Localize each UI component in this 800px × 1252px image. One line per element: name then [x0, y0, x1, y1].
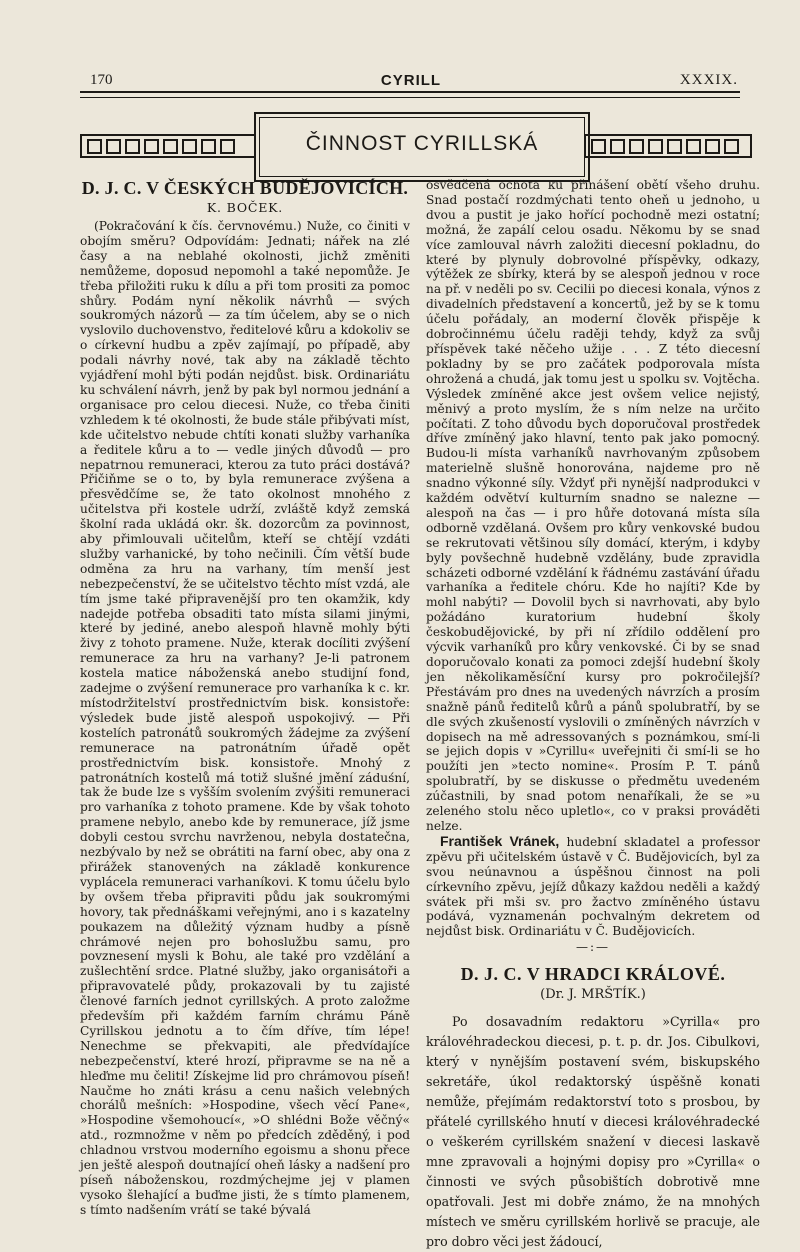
- page-number: 170: [90, 72, 113, 88]
- section-title: ČINNOST CYRILLSKÁ: [305, 132, 539, 155]
- article1-byline: K. BOČEK.: [206, 200, 284, 215]
- article2-heading: D. J. C. V HRADCI KRÁLOVÉ.: [460, 964, 726, 985]
- closing-text: hudební skladatel a professor zpěvu při učitelském ústavě v Č. Budějovicích, byl za svou neúnavnou a úspěšnou činnost na poli církevního zpěvu, jejíž důkazy každou neděli a každý svátek při mši sv. pro žactvo zmíněného ústavu podává, vyznamenán pochvalným dekretem od nejdůst bisk. Ordinariátu v Č. Budějovicích.: [426, 834, 761, 939]
- article2-text: Po dosavadním redaktoru »Cyrilla« pro královéhradeckou diecesi, p. t. p. dr. Jos. Cibulkovi, který v nynějším postavení svém, biskupského sekretáře, úkol redaktorský úspěšně konati nemůže, přejímám redaktorství toto s prosbou, by přátelé cyrillského hnutí v diecesi královéhradecké o veškerém cyrillském snažení v diecesi laskavě mne zpravovali a hojnými dopisy pro »Cyrilla« o činnosti ve svých působištích dobrotivě mne opatřovali. Jest mi dobře známo, že na mnohých místech ve směru cyrillském horlivě se pracuje, ale pro dobro věci jest žádoucí,: [426, 1014, 760, 1250]
- article-separator: —:—: [575, 940, 611, 955]
- section-banner: [80, 112, 752, 180]
- closing-name: František Vránek,: [440, 832, 560, 849]
- journal-title: CYRILL: [380, 72, 442, 89]
- volume-number: XXXIX.: [679, 72, 738, 88]
- header-rule: [80, 91, 740, 98]
- article1-heading: D. J. C. V ČESKÝCH BUDĚJOVICÍCH.: [81, 178, 409, 198]
- article1-closing: [426, 834, 760, 939]
- right-column: [426, 178, 760, 1252]
- article1-paragraph1: (Pokračování k čís. červnovému.) Nuže, co činiti v obojím směru? Odpovídám: Jednati; nářek na zlé časy a na neblahé okolnosti, jichž změniti nemůžeme, doposud nepomohl a také nepomůže. Je třeba přiložiti ruku k dílu a při tom prositi za pomoc shůry. Podám nyní několik návrhů — svých soukromých názorů — za tím účelem, aby se o nich vyslovilo duchovenstvo, ředitelové kůru a kdokoliv se o církevní hudbu a zpěv zajímají, po případě, aby podali návrhy nové, tak aby na základě těchto vyjádření mohl býti podán nejdůst. bisk. Ordinariátu ku schválení návrh, jenž by pak byl normou jednání a organisace pro celou diecesi. Nuže, co třeba činiti vzhledem k té okolnosti, že bude stále přibývati míst, kde učitelstvo nebude chtíti konati služby varhaníka a ředitele kůru a to — vedle jiných důvodů — pro nepatrnou remuneraci, kterou za tuto práci dostává? Přičiňme se o to, by byla remunerace zvýšena a přesvědčíme se, že tato okolnost mnohého z učitelstva při kostele udrží, zvláště když zemská školní rada ukládá okr. šk. dozorcům za povinnost, aby přimlouvali učitelům, kteří se chtějí vzdáti služby varhanické, by toho nečinili. Čím větší bude odměna za hru na varhany, tím menší jest nebezpečenství, že se učitelstvo těchto míst vzdá, ale tím jsme také připravenější pro ten okamžik, kdy nadejde potřeba obsaditi tato místa silami jinými, které by jediné, anebo alespoň hlavně mohly býti živy z tohoto pramene. Nuže, kterak docíliti zvýšení remunerace za hru na varhany? Je-li patronem kostela matice náboženská anebo studijní fond, zadejme o zvýšení remunerace pro varhaníka k c. kr. místodržitelství prostřednictvím bisk. konsistoře: výsledek bude jistě alespoň uspokojivý. — Při kostelích patronátů soukromých žádejme za zvýšení remunerace na patronátním úřadě opět prostřednictvím bisk. konsistoře. Mnohý z patronátních kostelů má totiž slušné jmění záduśní, tak že bude lze s vyšším svolením zvýšiti remuneraci pro varhaníka z tohoto pramene. Kde by však tohoto pramene nebylo, anebo kde by remunerace, jíž jsme dobyli cestou svrchu navrženou, nebyla dostatečna, nezbývalo by než se obrátiti na farní obec, aby ona z přirážek stanovených na základě konkurence vyplácela remuneraci varhaníkovi. K tomu účelu bylo by ovšem třeba připraviti půdu jak soukromými hovory, tak přednáškami veřejnými, ano i s kazatelny poukazem na důležitý význam hudby a písně chrámové nejen pro bohoslužbu samu, pro povznesení mysli k Bohu, ale také pro vzdělání a zušlechtění srdce. Platné služby, jako organisátoři a připravovatelé půdy, prokazovali by tu zajisté členové farních jednot cyrillských. A proto založme především při každém farním chrámu Páně Cyrillskou jednotu a to čím dříve, tím lépe! Nenechme se překvapiti, ale předvídajíce nebezpečenství, které hrozí, připravme se na ně a hleďme mu čeliti! Získejme lid pro chrámovou píseň! Naučme ho znáti krásu a cenu našich velebných chorálů mešních: »Hospodine, všech věcí Pane«, »Hospodine všemohoucí«, »O shlédni Bože věčný« atd., rozmnožme v něm po předcích zděděný, i pod chladnou vrstvou moderního egoismu a shonu přece jen ještě alespoň doutnající oheň lásky a nadšení pro píseň náboženskou, rozdmýchejme jej v plamen vysoko šlehající a buďme jisti, že s tímto plamenem, s tímto nadšením vrátí se také bývalá: [80, 219, 410, 1217]
- running-head: [80, 70, 742, 92]
- article2-byline: (Dr. J. MRŠTÍK.): [540, 987, 646, 1003]
- left-column: [80, 178, 410, 1218]
- banner-ornament-right: [584, 134, 752, 158]
- article1-paragraph2: osvědčená ochota ku přinášení obětí všeho druhu. Snad postačí rozdmýchati tento oheň u jednoho, u dvou a pustit je jako hořící pochodně mezi ostatní; možná, že zapálí celou osadu. Někomu by se snad více zamlouval návrh založiti diecesní pokladnu, do které by plynuly dobrovolné příspěvky, odkazy, výtěžek ze sbírky, která by se alespoň jednou v roce na př. v neděli po sv. Cecilii po diecesi konala, výnos z divadelních představení a koncertů, jež by se k tomu účelu pořádaly, an moderní člověk přispěje k dobročinnému účelu raději tehdy, když za svůj příspěvek také něčeho užije . . . Z této diecesní pokladny by se pro začátek podporovala místa ohrožená a chudá, jak tomu jest u spolku sv. Vojtěcha. Výsledek zmíněné akce jest ovšem velice nejistý, měnivý a proto myslím, že s ním nelze na určito počítati. Z toho důvodu bych doporučoval prostředek dříve zmíněný jako hlavní, tento pak jako pomocný. Budou-li místa varhaníků navrhovaným způsobem materielně slušně honorována, najdeme pro ně snadno výkonné síly. Vždyť při nynější nadprodukci v každém odvětví kulturním snadno se nalezne — alespoň na čas — i pro hůře dotovaná místa síla odborně vzdělaná. Ovšem pro kůry venkovské budou se rekrutovati většinou síly domácí, kterým, i kdyby byly povšechně hudebně vzdělány, bude zpravidla scházeti odborné vzdělání k řádnému zastávání úřadu varhaníka a ředitele chóru. Kde ho najíti? Kde by mohl nabýti? — Dovolil bych si navrhovati, aby bylo požádáno kuratorium hudební školy českobudějovické, by při ní zřídilo oddělení pro výcvik varhaníků pro kůry venkovské. Či by se snad doporučovalo konati za pomoci zdejší hudební školy jen několikaměsíční kursy pro pokročilejší? Přestávám pro dnes na uvedených návrzích a prosím snažně pánů ředitelů kůrů a pánů spolubratří, by se dle svých zkušeností vyslovili o zmíněných návrzích v dopisech na mě adressovaných s poznámkou, smí-li se jejich dopis v »Cyrillu« uveřejniti či smí-li se ho použíti jen »tecto nomine«. Prosím P. T. pánů spolubratří, by se diskusse o předmětu uvedeném zúčastnili, by snad potom nenaříkali, že se »u zeleného stolu něco upletlo«, co v praksi prováděti nelze.: [426, 178, 760, 833]
- banner-ornament-left: [80, 134, 256, 158]
